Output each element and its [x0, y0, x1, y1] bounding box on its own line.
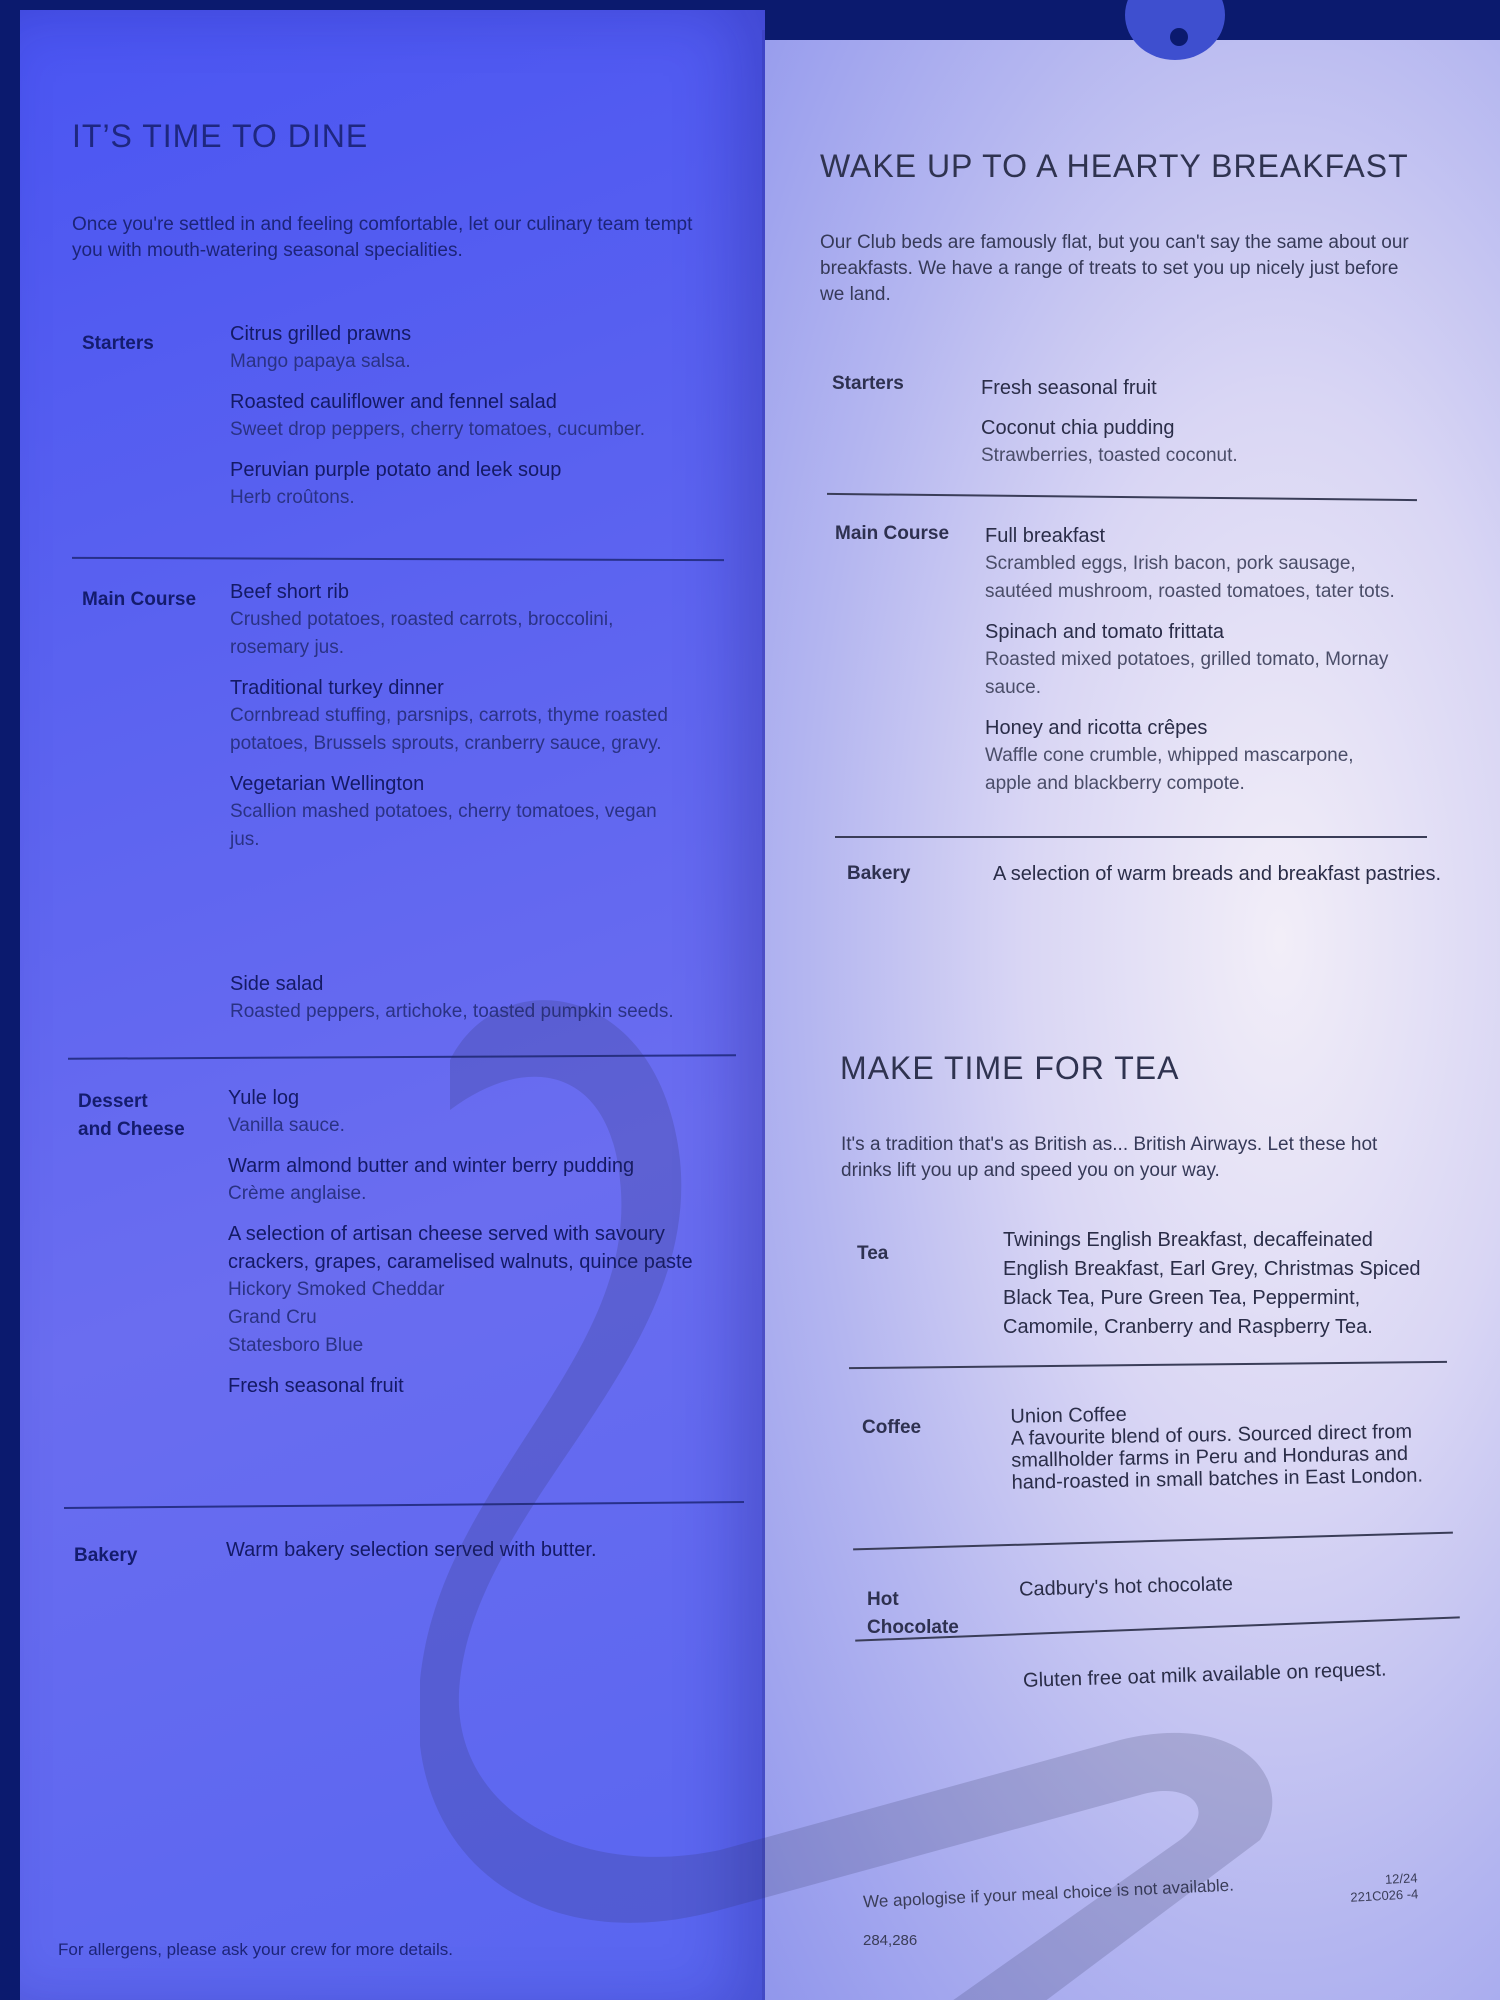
label-line: and Cheese — [78, 1119, 185, 1140]
item-title: Twinings English Breakfast, decaffeinated English Breakfast, Earl Grey, Christmas Spiced Black Tea, Pure Green Tea, Peppermint, Camomile, Cranberry and Raspberry Tea. — [1003, 1229, 1421, 1338]
dinner-starters-label: Starters — [82, 333, 154, 354]
menu-item — [981, 374, 1421, 402]
menu-item — [230, 770, 670, 854]
tea-title: MAKE TIME FOR TEA — [840, 1050, 1180, 1086]
reference-number: 284,286 — [863, 1932, 918, 1949]
item-desc: Crushed potatoes, roasted carrots, broccolini, rosemary jus. — [230, 609, 614, 658]
item-title: Citrus grilled prawns — [230, 323, 412, 345]
item-desc: Scallion mashed potatoes, cherry tomatoes, vegan jus. — [230, 801, 657, 850]
item-desc: Mango papaya salsa. — [230, 351, 411, 372]
item-title: A selection of warm breads and breakfast pastries. — [993, 863, 1442, 885]
item-title: Traditional turkey dinner — [230, 677, 444, 699]
item-title: Warm bakery selection served with butter. — [226, 1539, 597, 1561]
breakfast-starters-label: Starters — [832, 373, 904, 394]
item-desc: Crème anglaise. — [228, 1183, 367, 1204]
item-title: Coconut chia pudding — [981, 417, 1175, 439]
item-desc: Waffle cone crumble, whipped mascarpone, apple and blackberry compote. — [985, 745, 1354, 794]
item-title: Full breakfast — [985, 525, 1106, 547]
item-title: Beef short rib — [230, 581, 349, 603]
label-line: Hot — [867, 1589, 899, 1610]
item-title: Vegetarian Wellington — [230, 773, 425, 795]
menu-item — [985, 618, 1405, 702]
divider — [835, 836, 1427, 838]
item-desc: Roasted peppers, artichoke, toasted pumpkin seeds. — [230, 1001, 674, 1022]
divider — [827, 493, 1417, 501]
item-title: Cadbury's hot chocolate — [1018, 1573, 1234, 1601]
label-line: Dessert — [78, 1091, 148, 1112]
dinner-title: IT’S TIME TO DINE — [72, 118, 369, 154]
item-desc: Strawberries, toasted coconut. — [981, 445, 1238, 466]
print-code — [1349, 1870, 1419, 1906]
label-line: Chocolate — [867, 1617, 959, 1638]
dinner-dessert-label — [78, 1088, 185, 1144]
breakfast-bakery-label: Bakery — [847, 863, 911, 884]
allergens-note: For allergens, please ask your crew for more details. — [58, 1940, 453, 1959]
dinner-main-label: Main Course — [82, 589, 197, 610]
item-title: Fresh seasonal fruit — [228, 1375, 404, 1397]
breakfast-starters-list — [981, 374, 1421, 482]
print-date: 12/24 — [1384, 1870, 1418, 1887]
item-desc: Cornbread stuffing, parsnips, carrots, thyme roasted potatoes, Brussels sprouts, cranberry sauce, gravy. — [230, 705, 668, 754]
apology-note: We apologise if your meal choice is not available. — [862, 1875, 1235, 1912]
item-desc: A favourite blend of ours. Sourced direct from smallholder farms in Peru and Honduras and hand-roasted in small batches in East London. — [1010, 1420, 1424, 1494]
menu-item — [230, 674, 670, 758]
tea-intro: It's a tradition that's as British as... British Airways. Let these hot drinks lift you up and speed you on your way. — [841, 1134, 1378, 1181]
cheese-option: Statesboro Blue — [228, 1335, 364, 1356]
breakfast-bakery — [993, 860, 1453, 888]
item-title: Peruvian purple potato and leek soup — [230, 459, 562, 481]
item-title: Yule log — [228, 1087, 300, 1109]
item-title: Union Coffee — [1010, 1403, 1128, 1428]
breakfast-intro: Our Club beds are famously flat, but you can't say the same about our breakfasts. We have a range of treats to set you up nicely just before we land. — [820, 232, 1409, 305]
breakfast-main-list — [985, 522, 1405, 810]
item-title: Side salad — [230, 973, 324, 995]
print-id: 221C026 -4 — [1350, 1886, 1419, 1905]
item-title: Fresh seasonal fruit — [981, 377, 1157, 399]
menu-item — [230, 456, 710, 512]
item-title: Spinach and tomato frittata — [985, 621, 1225, 643]
breakfast-title: WAKE UP TO A HEARTY BREAKFAST — [820, 148, 1409, 184]
item-title: Roasted cauliflower and fennel salad — [230, 391, 557, 413]
item-desc: Herb croûtons. — [230, 487, 355, 508]
item-desc: Vanilla sauce. — [228, 1115, 345, 1136]
item-title: Honey and ricotta crêpes — [985, 717, 1208, 739]
menu-item — [230, 320, 710, 376]
tea-label: Tea — [857, 1243, 889, 1264]
menu-item — [985, 522, 1405, 606]
cheese-option: Hickory Smoked Cheddar — [228, 1279, 445, 1300]
item-title: A selection of artisan cheese served with savoury crackers, grapes, caramelised walnuts, quince paste — [228, 1223, 693, 1273]
speedmarque-watermark — [420, 980, 1320, 2000]
breakfast-main-label: Main Course — [835, 523, 950, 544]
menu-item — [981, 414, 1421, 470]
dinner-main-list — [230, 578, 670, 866]
cheese-option: Grand Cru — [228, 1307, 317, 1328]
coffee-label: Coffee — [862, 1417, 922, 1438]
item-desc: Scrambled eggs, Irish bacon, pork sausage, sautéed mushroom, roasted tomatoes, tater tots. — [985, 553, 1395, 602]
dinner-intro: Once you're settled in and feeling comfortable, let our culinary team tempt you with mouth-watering seasonal specialities. — [72, 214, 693, 261]
item-title: Gluten free oat milk available on request. — [1022, 1658, 1387, 1692]
dinner-starters-list — [230, 320, 710, 524]
item-desc: Sweet drop peppers, cherry tomatoes, cucumber. — [230, 419, 646, 440]
dinner-bakery-label: Bakery — [74, 1545, 138, 1566]
item-desc: Roasted mixed potatoes, grilled tomato, Mornay sauce. — [985, 649, 1389, 698]
item-title: Warm almond butter and winter berry pudding — [228, 1155, 635, 1177]
menu-item — [985, 714, 1405, 798]
menu-item — [230, 388, 710, 444]
divider — [72, 557, 724, 561]
menu-item — [230, 578, 670, 662]
